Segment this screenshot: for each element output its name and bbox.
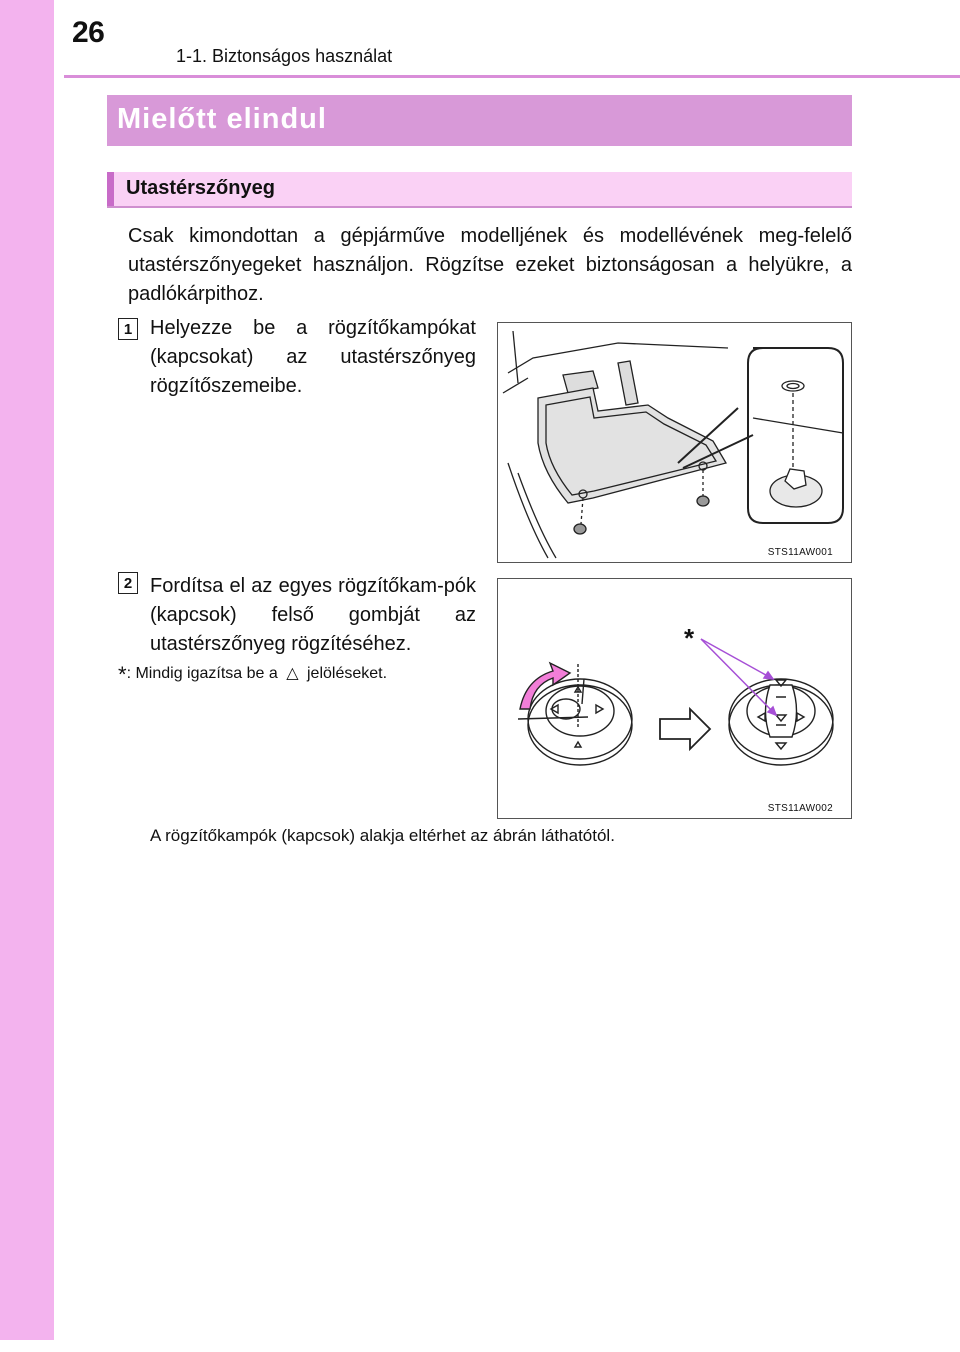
running-title: 1-1. Biztonságos használat xyxy=(176,46,393,66)
figure-2-code: STS11AW002 xyxy=(767,803,833,814)
figure-1-code: STS11AW001 xyxy=(767,547,833,558)
subsection-banner xyxy=(107,172,852,208)
step-2-badge: 2 xyxy=(118,572,138,594)
step-1-badge: 1 xyxy=(118,318,138,340)
footnote-text-before: : Mindig igazítsa be a xyxy=(126,665,278,682)
floor-mat-illustration xyxy=(498,323,851,562)
step-1-text: Helyezze be a rögzítőkampókat (kapcsokat) az utastérszőnyeg rögzítőszemeibe. xyxy=(150,317,476,397)
triangle-mark-icon: △ xyxy=(286,665,299,682)
subsection-title: Utastérszőnyeg xyxy=(126,177,275,199)
step-2-text: Fordítsa el az egyes rögzítőkam-pók (kapcsok) felső gombját az utastérszőnyeg rögzítéséhez. xyxy=(150,575,476,655)
footnote-marker: * xyxy=(118,662,127,687)
side-color-band xyxy=(0,0,54,1340)
subsection-accent-bar xyxy=(107,172,114,206)
footnote-text-after: jelöléseket. xyxy=(306,665,388,682)
section-title: Mielőtt elindul xyxy=(117,103,327,135)
header-rule xyxy=(64,75,960,78)
shape-note: A rögzítőkampók (kapcsok) alakja eltérhet az ábrán láthatótól. xyxy=(150,826,615,845)
hook-turn-illustration xyxy=(498,579,851,818)
figure-2-callout: * xyxy=(684,623,695,653)
page-number: 26 xyxy=(72,16,105,49)
intro-paragraph: Csak kimondottan a gépjárműve modelljének és modellévének meg-felelő utastérszőnyegeket használjon. Rögzítse ezeket biztonságosan a helyükre, a padlókárpithoz. xyxy=(128,225,852,305)
section-banner xyxy=(107,95,852,146)
figure-floor-mat xyxy=(497,322,852,563)
footnote xyxy=(118,662,387,688)
figure-hook-turn xyxy=(497,578,852,819)
